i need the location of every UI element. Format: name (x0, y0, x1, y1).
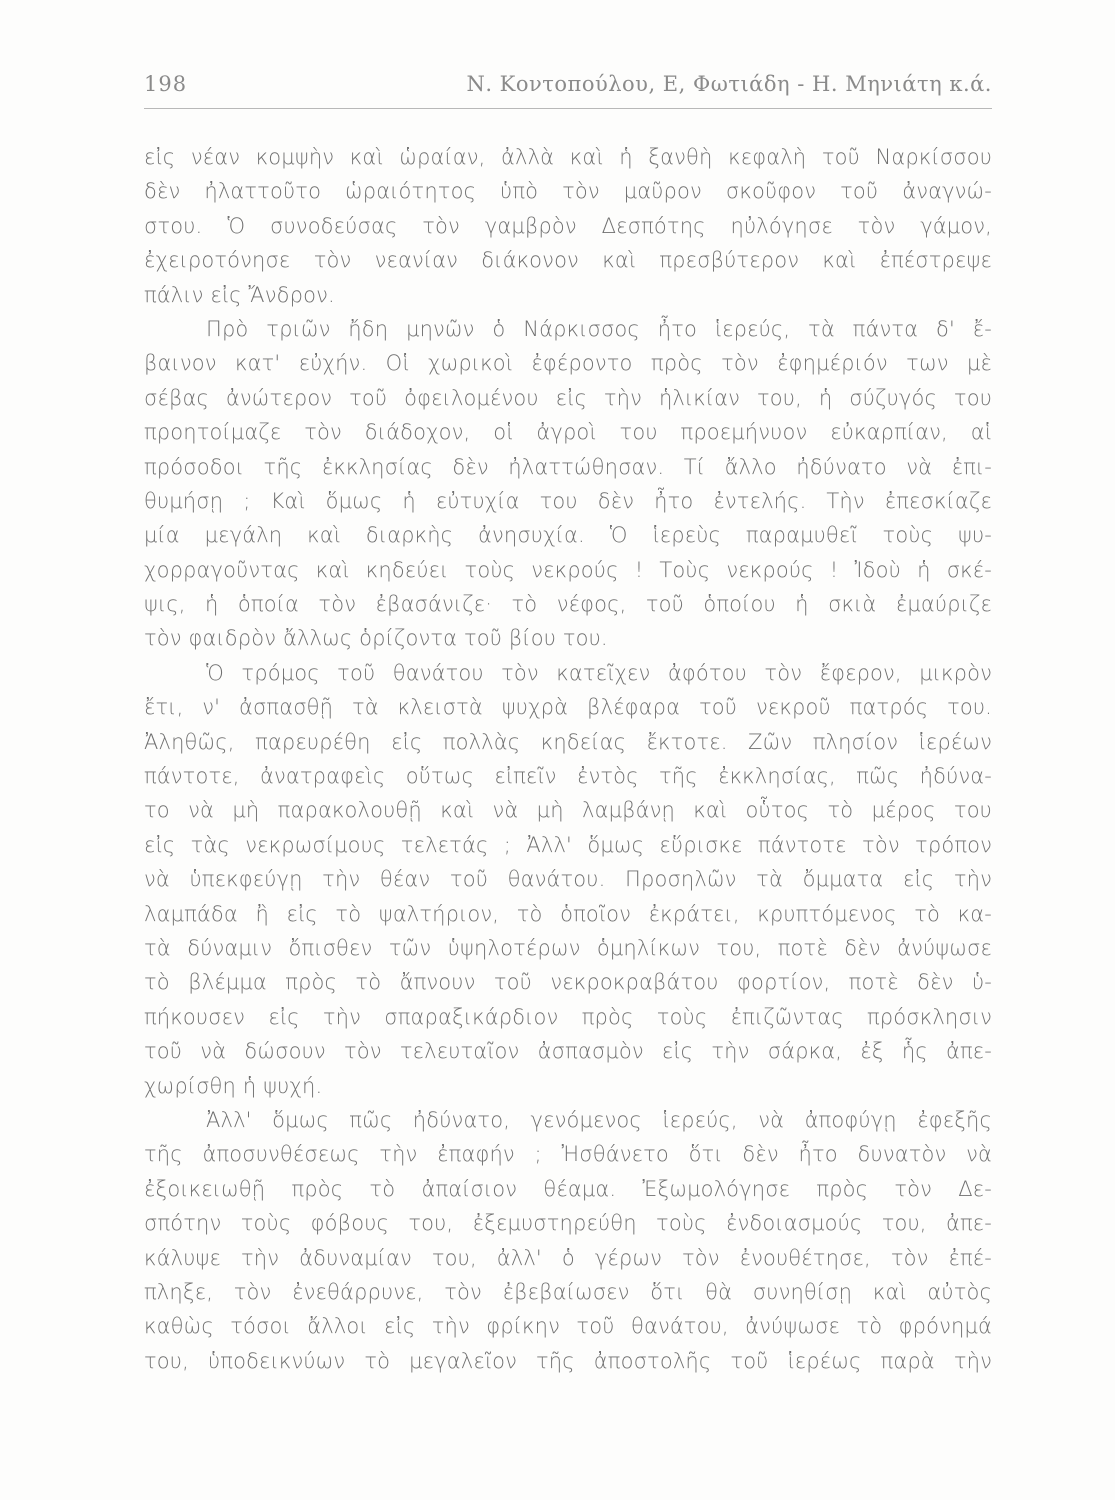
text-line: ψις, ἡ ὁποία τὸν ἐβασάνιζε· τὸ νέφος, τοῦ ὁποίου ἡ σκιὰ ἐμαύριζε (144, 592, 992, 617)
text-line: πληξε, τὸν ἐνεθάρρυνε, τὸν ἐβεβαίωσεν ὅτι θὰ συνηθίσῃ καὶ αὐτὸς (144, 1279, 992, 1304)
text-line: τῆς ἀποσυνθέσεως τὴν ἐπαφήν ; Ἠσθάνετο ὅτι δὲν ἦτο δυνατὸν νὰ (144, 1142, 992, 1167)
text-line: Ἀληθῶς, παρευρέθη εἰς πολλὰς κηδείας ἔκτοτε. Ζῶν πλησίον ἱερέων (144, 729, 992, 754)
text-line: πάντοτε, ἀνατραφεὶς οὕτως εἰπεῖν ἐντὸς τῆς ἐκκλησίας, πῶς ἠδύνα- (144, 764, 992, 789)
text-line: σπότην τοὺς φόβους του, ἐξεμυστηρεύθη τοὺς ἐνδοιασμούς του, ἀπε- (144, 1211, 992, 1236)
text-line: μία μεγάλη καὶ διαρκὴς ἀνησυχία. Ὁ ἱερεὺς παραμυθεῖ τοὺς ψυ- (144, 523, 992, 548)
text-line: πήκουσεν εἰς τὴν σπαραξικάρδιον πρὸς τοὺς ἐπιζῶντας πρόσκλησιν (144, 1004, 992, 1029)
text-line: νὰ ὑπεκφεύγῃ τὴν θέαν τοῦ θανάτου. Προσηλῶν τὰ ὄμματα εἰς τὴν (144, 867, 992, 892)
page-number: 198 (144, 72, 188, 96)
text-line: πάλιν εἰς Ἄνδρον. (144, 282, 335, 307)
text-line: λαμπάδα ἢ εἰς τὸ ψαλτήριον, τὸ ὁποῖον ἐκράτει, κρυπτόμενος τὸ κα- (144, 901, 992, 926)
text-line: σέβας ἀνώτερον τοῦ ὀφειλομένου εἰς τὴν ἡλικίαν του, ἡ σύζυγός του (144, 385, 992, 410)
text-line: ἐξοικειωθῇ πρὸς τὸ ἀπαίσιον θέαμα. Ἐξωμολόγησε πρὸς τὸν Δε- (144, 1176, 992, 1201)
text-line: προητοίμαζε τὸν διάδοχον, οἱ ἀγροὶ του προεμήνυον εὐκαρπίαν, αἱ (144, 420, 992, 445)
header-divider (144, 108, 992, 109)
body-text (144, 140, 992, 1378)
running-head: Ν. Κοντοπούλου, Ε, Φωτιάδη - Η. Μηνιάτη κ.ά. (466, 72, 992, 96)
text-line: το νὰ μὴ παρακολουθῇ καὶ νὰ μὴ λαμβάνῃ καὶ οὗτος τὸ μέρος του (144, 798, 992, 823)
text-line: πρόσοδοι τῆς ἐκκλησίας δὲν ἠλαττώθησαν. Τί ἄλλο ἠδύνατο νὰ ἐπι- (144, 454, 992, 479)
text-line: χωρίσθη ἡ ψυχή. (144, 1073, 323, 1098)
text-line: θυμήσῃ ; Καὶ ὅμως ἡ εὐτυχία του δὲν ἦτο ἐντελής. Τὴν ἐπεσκίαζε (144, 488, 992, 513)
text-line: του, ὑποδεικνύων τὸ μεγαλεῖον τῆς ἀποστολῆς τοῦ ἱερέως παρὰ τὴν (144, 1348, 992, 1373)
text-line: χορραγοῦντας καὶ κηδεύει τοὺς νεκρούς ! Τοὺς νεκρούς ! Ἰδοὺ ἡ σκέ- (144, 557, 992, 582)
text-line: τὰ δύναμιν ὄπισθεν τῶν ὑψηλοτέρων ὁμηλίκων του, ποτὲ δὲν ἀνύψωσε (144, 935, 992, 960)
text-line: Ὁ τρόμος τοῦ θανάτου τὸν κατεῖχεν ἀφότου τὸν ἔφερον, μικρὸν (206, 660, 992, 685)
text-line: τὸν φαιδρὸν ἄλλως ὁρίζοντα τοῦ βίου του. (144, 626, 608, 651)
page-header (144, 70, 992, 104)
text-line: εἰς τὰς νεκρωσίμους τελετάς ; Ἀλλ' ὅμως εὕρισκε πάντοτε τὸν τρόπον (144, 832, 992, 857)
text-line: δὲν ἠλαττοῦτο ὡραιότητος ὑπὸ τὸν μαῦρον σκοῦφον τοῦ ἀναγνώ- (144, 179, 992, 204)
text-line: τοῦ νὰ δώσουν τὸν τελευταῖον ἀσπασμὸν εἰς τὴν σάρκα, ἐξ ἧς ἀπε- (144, 1039, 992, 1064)
text-line: τὸ βλέμμα πρὸς τὸ ἄπνουν τοῦ νεκροκραβάτου φορτίον, ποτὲ δὲν ὑ- (144, 970, 992, 995)
text-line: ἔτι, ν' ἀσπασθῇ τὰ κλειστὰ ψυχρὰ βλέφαρα τοῦ νεκροῦ πατρός του. (144, 695, 992, 720)
text-line: Πρὸ τριῶν ἤδη μηνῶν ὁ Νάρκισσος ἦτο ἱερεύς, τὰ πάντα δ' ἔ- (206, 316, 992, 341)
text-line: στου. Ὁ συνοδεύσας τὸν γαμβρὸν Δεσπότης ηὐλόγησε τὸν γάμον, (144, 213, 992, 238)
text-line: καθὼς τόσοι ἄλλοι εἰς τὴν φρίκην τοῦ θανάτου, ἀνύψωσε τὸ φρόνημά (144, 1314, 992, 1339)
text-line: βαινον κατ' εὐχήν. Οἱ χωρικοὶ ἐφέροντο πρὸς τὸν ἐφημέριόν των μὲ (144, 351, 992, 376)
text-line: κάλυψε τὴν ἀδυναμίαν του, ἀλλ' ὁ γέρων τὸν ἐνουθέτησε, τὸν ἐπέ- (144, 1245, 992, 1270)
text-line: ἐχειροτόνησε τὸν νεανίαν διάκονον καὶ πρεσβύτερον καὶ ἐπέστρεψε (144, 248, 992, 273)
text-line: Ἀλλ' ὅμως πῶς ἠδύνατο, γενόμενος ἱερεύς, νὰ ἀποφύγῃ ἐφεξῆς (206, 1107, 992, 1132)
text-line: εἰς νέαν κομψὴν καὶ ὡραίαν, ἀλλὰ καὶ ἡ ξανθὴ κεφαλὴ τοῦ Ναρκίσσου (144, 145, 992, 169)
